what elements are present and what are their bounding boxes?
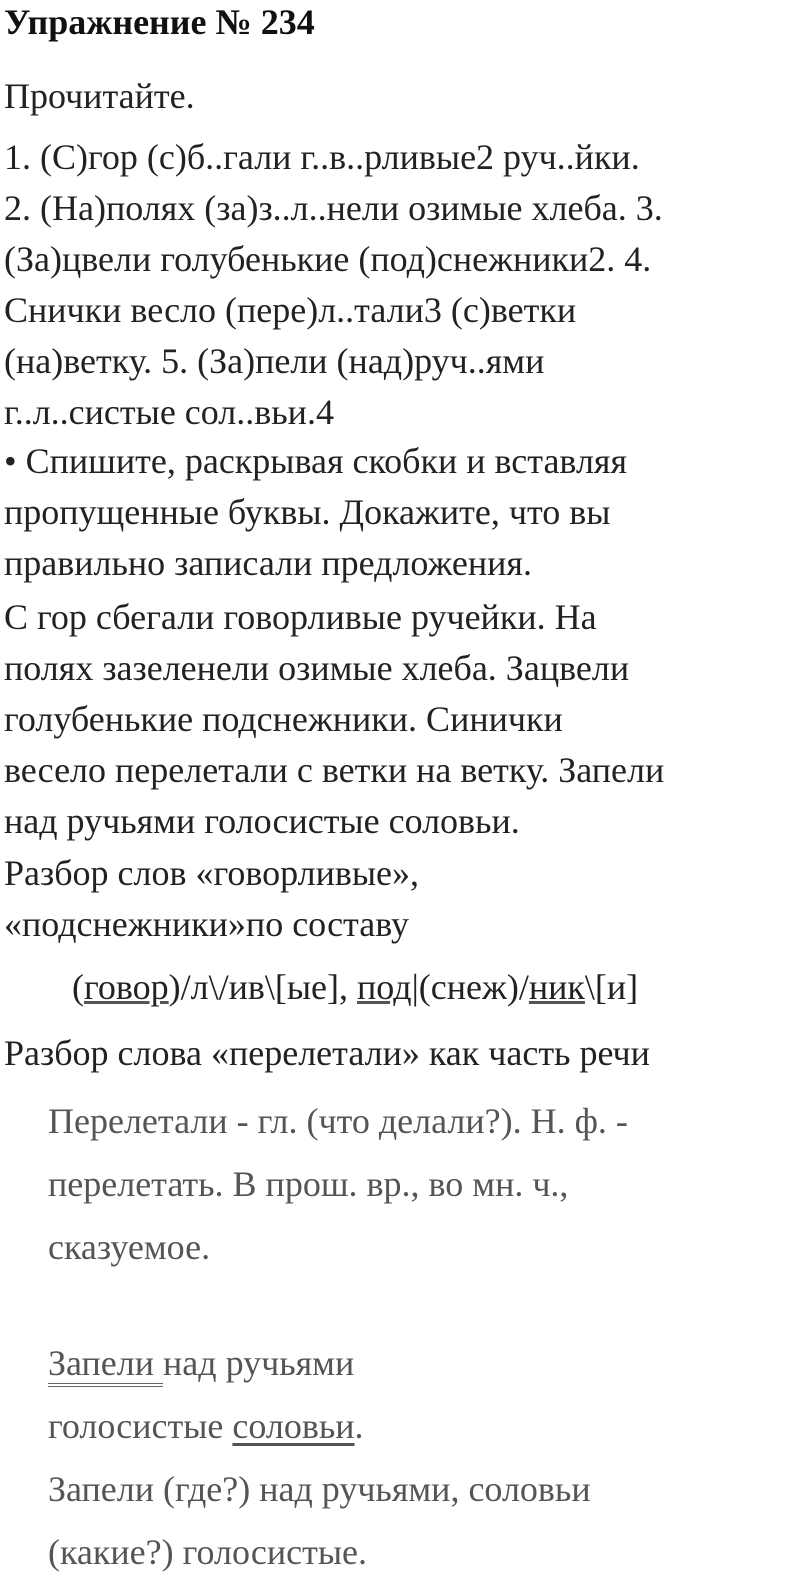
answer-line: С гор сбегали говорливые ручейки. На (4, 597, 597, 637)
answer-line: голубенькие подснежники. Синички (4, 699, 563, 739)
morph-open: ( (72, 967, 84, 1007)
syntax-text: голосистые (48, 1406, 233, 1446)
morph-root-1: говор (84, 967, 169, 1007)
task-line: • Спишите, раскрывая скобки и вставляя (4, 441, 628, 481)
morph-sep: ], (327, 967, 358, 1007)
morph-suffix-2: ник (528, 967, 585, 1007)
task-line: пропущенные буквы. Докажите, что вы (4, 492, 611, 532)
morph-suffix-1: ив (228, 967, 265, 1007)
answer-line: полях зазеленели озимые хлеба. Зацвели (4, 648, 630, 688)
exercise-line: г..л..систые сол..вьи.4 (4, 392, 334, 432)
syntax-line-1 (48, 1332, 591, 1395)
syntax-parse (48, 1332, 591, 1584)
pos-parse-body (48, 1090, 628, 1279)
parse-title-line: Разбор слов «говорливые», (4, 853, 420, 893)
pos-parse-heading: Разбор слова «перелетали» как часть речи (4, 1033, 650, 1073)
exercise-line: 2. (На)полях (за)з..л..нели озимые хлеба. 3. (4, 188, 663, 228)
subject-underlined: соловьи (232, 1406, 355, 1446)
answer-line: весело перелетали с ветки на ветку. Запели (4, 750, 665, 790)
exercise-line: (За)цвели голубенькие (под)снежники2. 4. (4, 239, 652, 279)
parse-title-line: «подснежники»по составу (4, 904, 409, 944)
syntax-line-3: Запели (где?) над ручьями, соловьи (48, 1469, 591, 1509)
morpheme-parse-heading (4, 848, 796, 950)
morph-ending-2: \[и] (584, 967, 639, 1007)
predicate-underlined: Запели (48, 1343, 163, 1387)
syntax-text: над ручьями (163, 1343, 355, 1383)
exercise-line: Снички весло (пере)л..тали3 (с)ветки (4, 290, 577, 330)
morph-sep: )/л\/ (168, 967, 229, 1007)
morph-root-2: снеж (430, 967, 507, 1007)
read-instruction (4, 71, 796, 122)
task-line: правильно записали предложения. (4, 543, 532, 583)
exercise-text (4, 132, 796, 438)
morph-sep: |( (411, 967, 431, 1007)
syntax-line-2 (48, 1395, 591, 1458)
read-label: Прочитайте. (4, 76, 195, 116)
task-text (4, 436, 796, 589)
pos-line: перелетать. В прош. вр., во мн. ч., (48, 1164, 569, 1204)
morpheme-parse (72, 962, 638, 1013)
morph-prefix-2: под (357, 967, 412, 1007)
exercise-title: Упражнение № 234 (4, 2, 315, 42)
exercise-line: (на)ветку. 5. (За)пели (над)руч..ями (4, 341, 545, 381)
answer-line: над ручьями голосистые соловьи. (4, 801, 520, 841)
answer-text (4, 592, 796, 847)
syntax-line-4: (какие?) голосистые. (48, 1532, 367, 1572)
morph-sep: )/ (506, 967, 529, 1007)
pos-line: Перелетали - гл. (что делали?). Н. ф. - (48, 1101, 628, 1141)
morph-ending-1: ые (286, 967, 328, 1007)
exercise-line: 1. (С)гор (с)б..гали г..в..рливые2 руч..йки. (4, 137, 640, 177)
morph-sep: \[ (264, 967, 287, 1007)
pos-line: сказуемое. (48, 1227, 211, 1267)
syntax-text: . (354, 1406, 364, 1446)
